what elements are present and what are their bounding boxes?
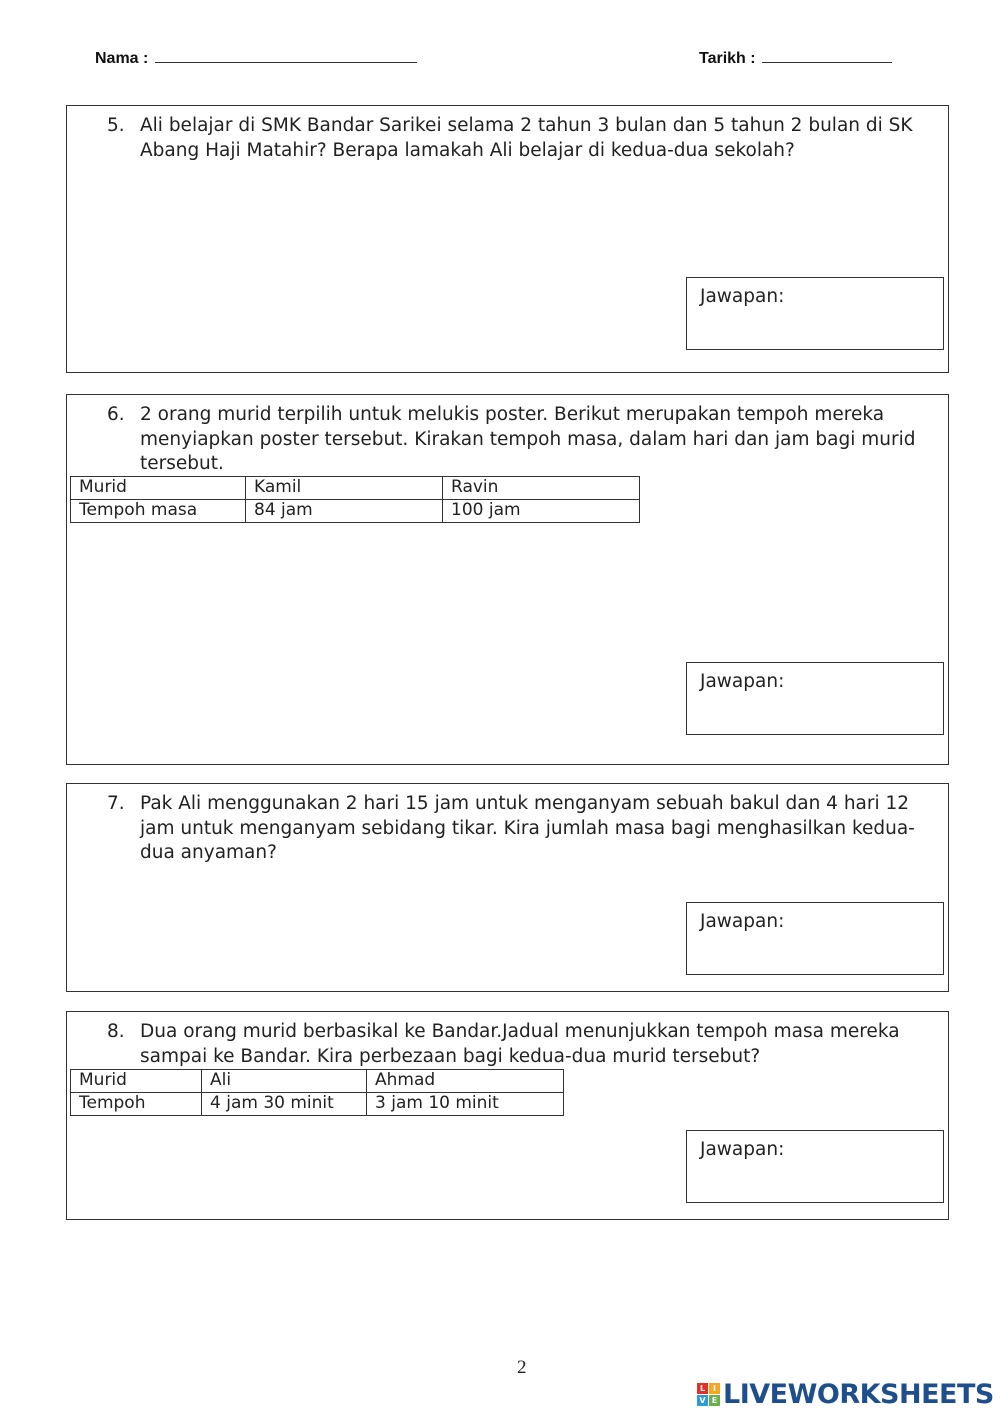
question-7-text-block: [109, 792, 918, 866]
question-5-text: Ali belajar di SMK Bandar Sarikei selama 2 tahun 3 bulan dan 5 tahun 2 bulan di SK Abang Haji Matahir? Berapa lamakah Ali belajar di kedua-dua sekolah?: [140, 115, 913, 161]
name-input-line[interactable]: [155, 48, 417, 63]
question-6-box: [66, 394, 949, 765]
question-5-number: 5.: [107, 115, 125, 136]
table-row: [71, 1093, 564, 1116]
table-cell: 3 jam 10 minit: [367, 1093, 564, 1116]
name-label: Nama :: [95, 50, 149, 67]
date-input-line[interactable]: [762, 48, 892, 63]
logo-tile: V: [697, 1395, 708, 1406]
table-row: [71, 500, 640, 523]
question-7-box: [66, 783, 949, 992]
table-cell: Tempoh masa: [71, 500, 246, 523]
table-row: [71, 477, 640, 500]
question-6-text: 2 orang murid terpilih untuk melukis poster. Berikut merupakan tempoh mereka menyiapkan poster tersebut. Kirakan tempoh masa, dalam hari dan jam bagi murid tersebut.: [140, 404, 916, 474]
question-8-box: [66, 1011, 949, 1220]
table-cell: Ravin: [443, 477, 640, 500]
question-8-text: Dua orang murid berbasikal ke Bandar.Jadual menunjukkan tempoh masa mereka sampai ke Bandar. Kira perbezaan bagi kedua-dua murid tersebut?: [140, 1021, 900, 1067]
question-8-table: [70, 1069, 564, 1116]
table-cell: Ahmad: [367, 1070, 564, 1093]
question-8-answer-box[interactable]: [686, 1130, 944, 1203]
logo-tile: I: [709, 1383, 720, 1394]
date-field[interactable]: [699, 48, 892, 68]
table-cell: 4 jam 30 minit: [202, 1093, 367, 1116]
table-row: [71, 1070, 564, 1093]
answer-label: Jawapan:: [700, 1139, 785, 1160]
table-cell: 84 jam: [246, 500, 443, 523]
liveworksheets-logo-icon: [697, 1383, 720, 1406]
table-cell: Kamil: [246, 477, 443, 500]
question-6-number: 6.: [107, 404, 125, 425]
date-label: Tarikh :: [699, 50, 756, 67]
table-cell: 100 jam: [443, 500, 640, 523]
table-cell: Murid: [71, 1070, 202, 1093]
table-cell: Murid: [71, 477, 246, 500]
question-6-text-block: [109, 403, 918, 477]
question-5-box: [66, 105, 949, 373]
logo-tile: L: [697, 1383, 708, 1394]
question-6-answer-box[interactable]: [686, 662, 944, 735]
name-field[interactable]: [95, 48, 417, 68]
liveworksheets-brand[interactable]: [697, 1379, 994, 1410]
question-7-text: Pak Ali menggunakan 2 hari 15 jam untuk menganyam sebuah bakul dan 4 hari 12 jam untuk menganyam sebidang tikar. Kira jumlah masa bagi menghasilkan kedua-dua anyaman?: [140, 793, 915, 863]
table-cell: Tempoh: [71, 1093, 202, 1116]
question-8-number: 8.: [107, 1021, 125, 1042]
page-number: 2: [517, 1357, 527, 1378]
table-cell: Ali: [202, 1070, 367, 1093]
question-5-text-block: [109, 114, 918, 163]
logo-tile: E: [709, 1395, 720, 1406]
answer-label: Jawapan:: [700, 286, 785, 307]
question-7-number: 7.: [107, 793, 125, 814]
question-6-table: [70, 476, 640, 523]
answer-label: Jawapan:: [700, 911, 785, 932]
question-7-answer-box[interactable]: [686, 902, 944, 975]
answer-label: Jawapan:: [700, 671, 785, 692]
question-5-answer-box[interactable]: [686, 277, 944, 350]
question-8-text-block: [109, 1020, 918, 1069]
brand-name: LIVEWORKSHEETS: [723, 1379, 994, 1410]
